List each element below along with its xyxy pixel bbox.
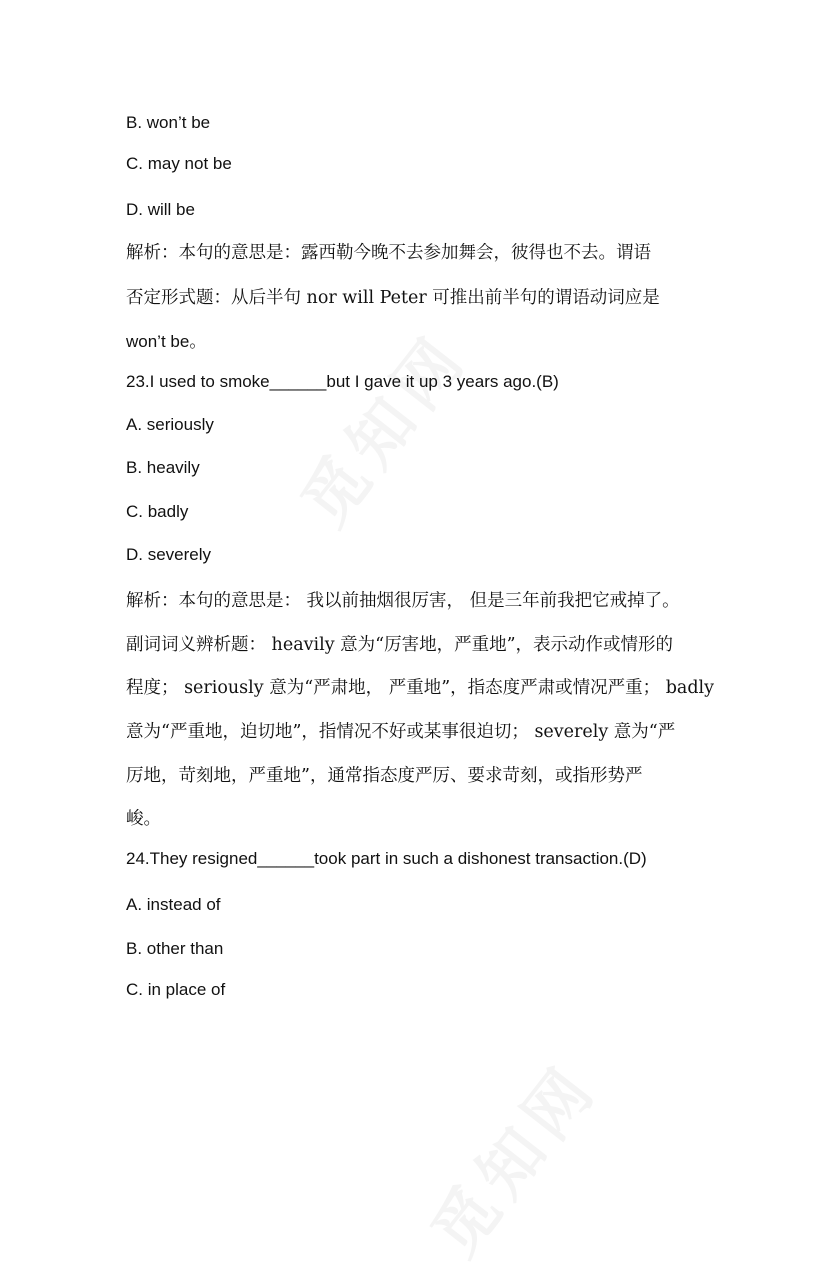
watermark (276, 310, 485, 542)
q24-option-b: B. other than (126, 939, 224, 958)
q22-analysis-line-1: 解析：本句的意思是：露西勒今晚不去参加舞会，彼得也不去。谓语 (126, 243, 651, 263)
q22-option-d: D. will be (126, 200, 195, 219)
q24-option-a: A. instead of (126, 895, 221, 914)
q23-option-c: C. badly (126, 502, 189, 521)
q22-analysis-line-3: won’t be。 (126, 332, 207, 351)
q23-analysis-line-2: 副词词义辨析题： heavily 意为“厉害地，严重地”，表示动作或情形的 (126, 635, 674, 655)
q24-question: 24.They resigned______took part in such a dishonest transaction.(D) (126, 849, 647, 868)
q22-option-b: B. won’t be (126, 113, 211, 132)
q22-analysis-line-2: 否定形式题：从后半句 nor will Peter 可推出前半句的谓语动词应是 (126, 288, 660, 308)
q23-analysis-line-3: 程度； seriously 意为“严肃地， 严重地”，指态度严肃或情况严重； badly (126, 678, 715, 698)
q22-option-c: C. may not be (126, 154, 232, 173)
q23-option-d: D. severely (126, 545, 212, 564)
q23-analysis-line-5: 厉地，苛刻地，严重地”，通常指态度严厉、要求苛刻，或指形势严 (126, 766, 643, 786)
q23-option-b: B. heavily (126, 458, 200, 477)
q23-option-a: A. seriously (126, 415, 214, 434)
q24-option-c: C. in place of (126, 980, 226, 999)
watermark-bottom (406, 1040, 615, 1272)
q23-analysis-line-4: 意为“严重地，迫切地”，指情况不好或某事很迫切； severely 意为“严 (126, 722, 676, 742)
q23-question: 23.I used to smoke______but I gave it up 3 years ago.(B) (126, 372, 559, 391)
q23-analysis-line-1: 解析：本句的意思是： 我以前抽烟很厉害， 但是三年前我把它戒掉了。 (126, 591, 680, 611)
q23-analysis-line-6: 峻。 (126, 809, 161, 829)
